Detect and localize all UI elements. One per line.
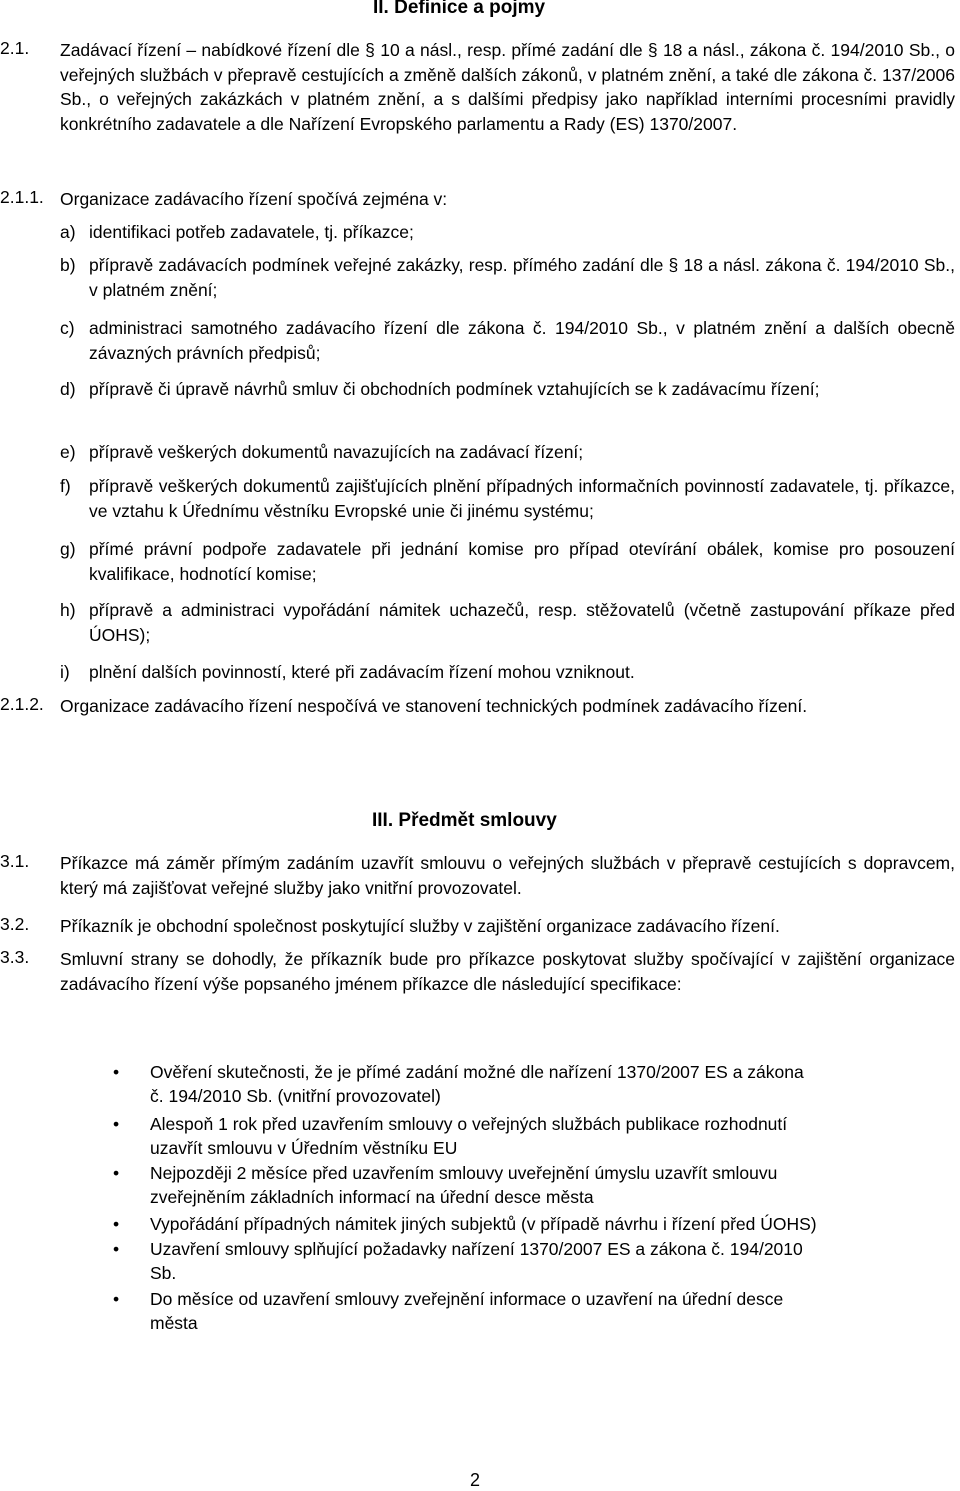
list-item-h (60, 598, 955, 647)
list-item-text: přípravě veškerých dokumentů navazujících na zadávací řízení; (89, 442, 584, 462)
list-item-text: přímé právní podpoře zadavatele při jednání komise pro případ otevírání obálek, komise pro posouzení kvalifikace, hodnotící komise; (89, 539, 955, 584)
paragraph-number: 3.1. (0, 851, 30, 871)
paragraph-number: 2.1.2. (0, 694, 44, 714)
list-item-label: b) (60, 255, 76, 275)
list-item-text: identifikaci potřeb zadavatele, tj. příkazce; (89, 222, 414, 242)
page-number: 2 (470, 1470, 481, 1490)
bullet-text: Nejpozději 2 měsíce před uzavřením smlouvy uveřejnění úmyslu uzavřít smlouvu zveřejněním základních informací na úřední desce města (150, 1163, 778, 1207)
bullet-dot: • (113, 1163, 120, 1183)
list-item-label: h) (60, 600, 76, 620)
paragraph-text: Příkazník je obchodní společnost poskytující služby v zajištění organizace zadávacího řízení. (60, 916, 780, 936)
bullet-dot: • (113, 1114, 120, 1134)
list-item-label: f) (60, 476, 71, 496)
list-item-text: plnění dalších povinností, které při zadávacím řízení mohou vzniknout. (89, 662, 635, 682)
list-item-i (60, 660, 955, 685)
list-item-text: přípravě veškerých dokumentů zajišťujících plnění případných informačních povinností zadavatele, tj. příkazce, ve vztahu k Úřednímu věstníku Evropské unie či jinému systému; (89, 476, 955, 521)
paragraph-text: Zadávací řízení – nabídkové řízení dle § 10 a násl., resp. přímé zadání dle § 18 a násl., zákona č. 194/2010 Sb., o veřejných službách v přepravě cestujících a změně dalších zákonů, v platném znění, a také dle zákona č. 137/2006 Sb., o veřejných zakázkách v platném znění, a s dalšími předpisy jako například interními procesními pravidly konkrétního zadavatele a dle Nařízení Evropského parlamentu a Rady (ES) 1370/2007. (60, 40, 955, 134)
list-item-e (60, 440, 955, 465)
section-3-heading: III. Předmět smlouvy (372, 810, 557, 831)
bullet-dot: • (113, 1062, 120, 1082)
list-item-label: a) (60, 222, 76, 242)
paragraph-number: 2.1.1. (0, 187, 44, 207)
paragraph-number: 3.3. (0, 947, 30, 967)
list-item-b (60, 253, 955, 302)
list-item-label: c) (60, 318, 75, 338)
bullet-dot: • (113, 1239, 120, 1259)
list-item-g (60, 537, 955, 586)
list-item-label: e) (60, 442, 76, 462)
paragraph-text: Smluvní strany se dohodly, že příkazník bude pro příkazce poskytovat služby spočívající v zajištění organizace zadávacího řízení výše popsaného jménem příkazce dle následující specifikace: (60, 949, 955, 994)
list-item-c (60, 316, 955, 365)
bullet-dot: • (113, 1214, 120, 1234)
list-item-label: g) (60, 539, 76, 559)
bullet-text: Uzavření smlouvy splňující požadavky nařízení 1370/2007 ES a zákona č. 194/2010 Sb. (150, 1239, 803, 1283)
paragraph-text: Příkazce má záměr přímým zadáním uzavřít smlouvu o veřejných službách v přepravě cestujících s dopravcem, který má zajišťovat veřejné služby jako vnitřní provozovatel. (60, 853, 955, 898)
list-item-text: přípravě a administraci vypořádání námitek uchazečů, resp. stěžovatelů (včetně zastupování příkaze před ÚOHS); (89, 600, 955, 645)
list-item-text: administraci samotného zadávacího řízení dle zákona č. 194/2010 Sb., v platném znění a dalších obecně závazných právních předpisů; (89, 318, 955, 363)
list-item-a (60, 220, 955, 245)
bullet-dot: • (113, 1289, 120, 1309)
paragraph-number: 2.1. (0, 38, 30, 58)
list-item-text: přípravě či úpravě návrhů smluv či obchodních podmínek vztahujících se k zadávacímu řízení; (89, 379, 820, 399)
list-item-text: přípravě zadávacích podmínek veřejné zakázky, resp. přímého zadání dle § 18 a násl. zákona č. 194/2010 Sb., v platném znění; (89, 255, 955, 300)
bullet-text: Alespoň 1 rok před uzavřením smlouvy o veřejných službách publikace rozhodnutí uzavřít smlouvu v Úředním věstníku EU (150, 1114, 788, 1158)
list-item-label: d) (60, 379, 76, 399)
bullet-text: Do měsíce od uzavření smlouvy zveřejnění informace o uzavření na úřední desce města (150, 1289, 784, 1333)
bullet-text: Vypořádání případných námitek jiných subjektů (v případě návrhu i řízení před ÚOHS) (150, 1214, 817, 1234)
paragraph-text: Organizace zadávacího řízení spočívá zejména v: (60, 189, 448, 209)
list-item-d (60, 377, 955, 402)
bullet-text: Ověření skutečnosti, že je přímé zadání možné dle nařízení 1370/2007 ES a zákona č. 194/2010 Sb. (vnitřní provozovatel) (150, 1062, 804, 1106)
paragraph-number: 3.2. (0, 914, 30, 934)
list-item-f (60, 474, 955, 523)
list-item-label: i) (60, 662, 70, 682)
section-2-heading: II. Definice a pojmy (373, 0, 546, 18)
paragraph-text: Organizace zadávacího řízení nespočívá ve stanovení technických podmínek zadávacího řízení. (60, 696, 808, 716)
